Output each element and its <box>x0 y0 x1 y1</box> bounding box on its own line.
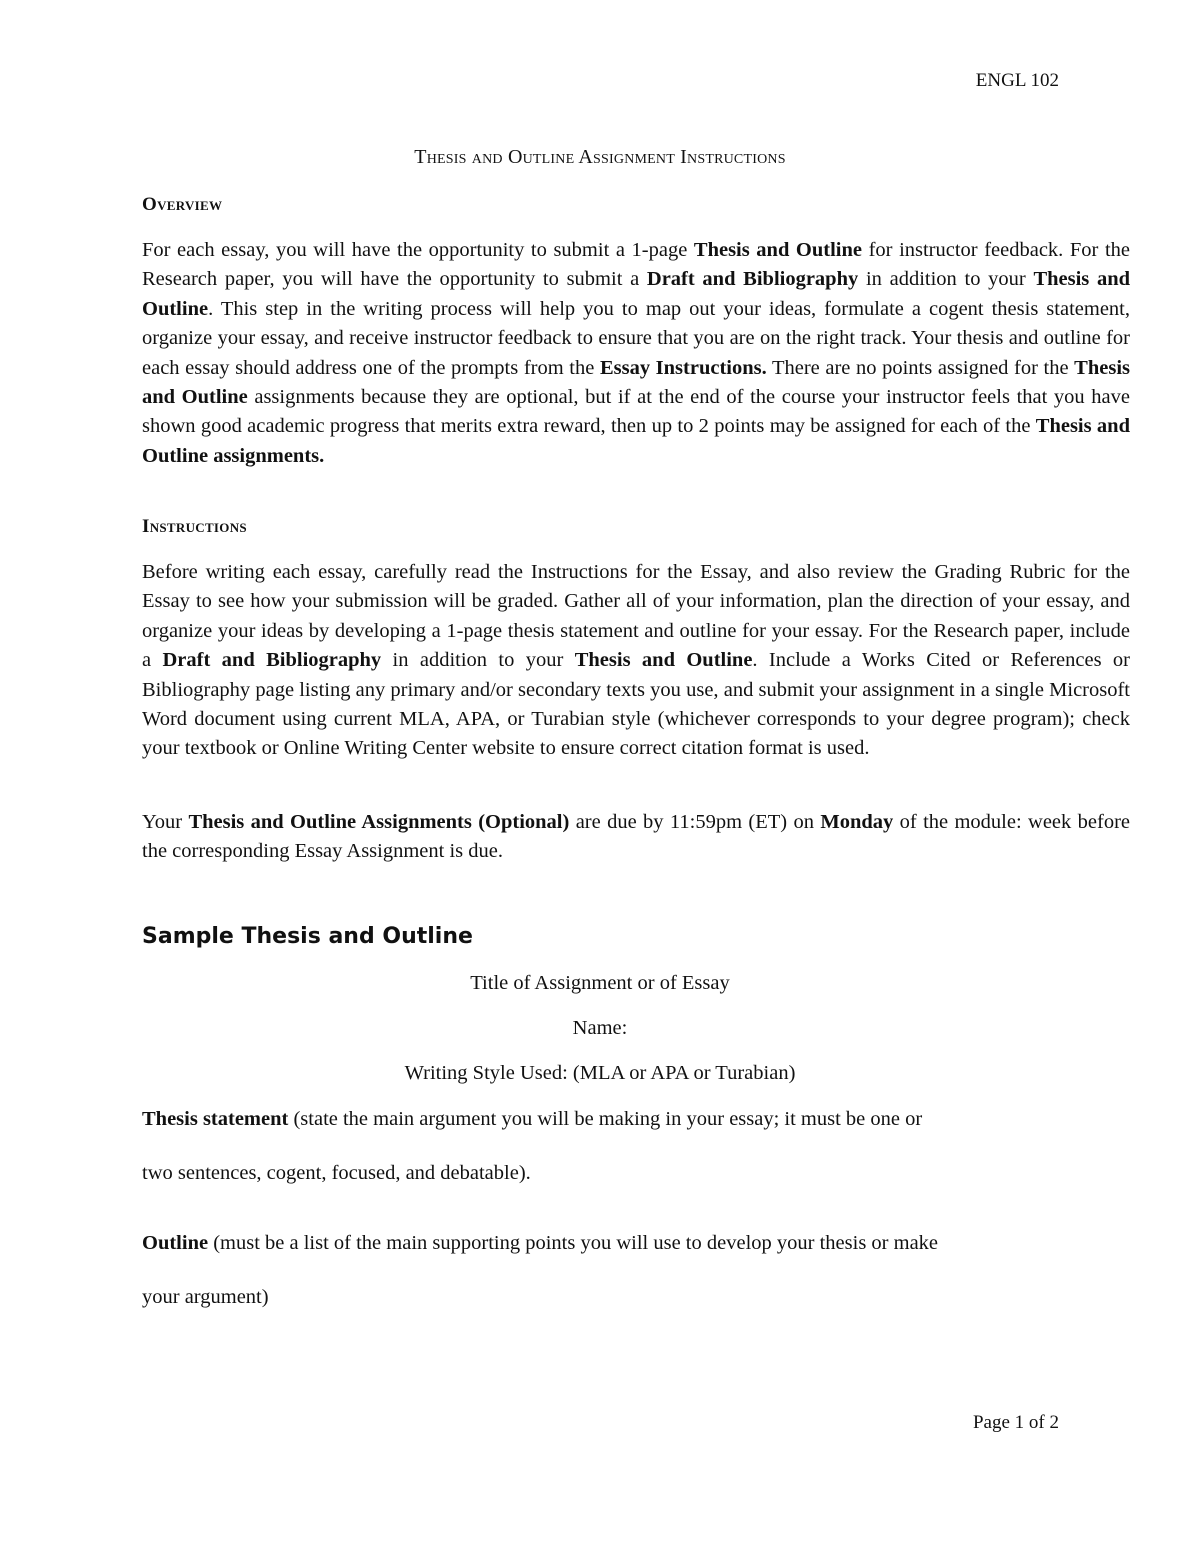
instructions-heading: Instructions <box>142 516 247 537</box>
instructions-paragraph: Before writing each essay, carefully read the Instructions for the Essay, and also review the Grading Rubric for the Essay to see how your submission will be graded. Gather all of your information, plan the direction of your essay, and organize your ideas by developing a 1-page thesis statement and outline for your essay. For the Research paper, include a Draft and Bibliography in addition to your Thesis and Outline. Include a Works Cited or References or Bibliography page listing any primary and/or secondary texts you use, and submit your assignment in a single Microsoft Word document using current MLA, APA, or Turabian style (whichever corresponds to your degree program); check your textbook or Online Writing Center website to ensure correct citation format is used. <box>142 561 1131 760</box>
overview-heading: Overview <box>142 194 223 215</box>
sample-heading: Sample Thesis and Outline <box>142 924 473 949</box>
page-number: Page 1 of 2 <box>972 1412 1059 1433</box>
header-course-code: ENGL 102 <box>975 70 1059 91</box>
thesis-statement-line-2: two sentences, cogent, focused, and debatable). <box>142 1162 531 1184</box>
sample-style-line: Writing Style Used: (MLA or APA or Turabian) <box>404 1062 796 1084</box>
due-date-paragraph: Your Thesis and Outline Assignments (Optional) are due by 11:59pm (ET) on Monday of the module: week before the corresponding Essay Assignment is due. <box>142 811 1131 863</box>
sample-name-line: Name: <box>572 1017 628 1039</box>
outline-line: Outline (must be a list of the main supporting points you will use to develop your thesis or make <box>142 1232 939 1254</box>
outline-line-2: your argument) <box>142 1286 269 1308</box>
sample-title-line: Title of Assignment or of Essay <box>470 972 730 994</box>
thesis-statement-line: Thesis statement (state the main argument you will be making in your essay; it must be one or <box>142 1108 923 1130</box>
document-title: Thesis and Outline Assignment Instructions <box>414 146 786 168</box>
overview-paragraph: For each essay, you will have the opportunity to submit a 1-page Thesis and Outline for instructor feedback. For the Research paper, you will have the opportunity to submit a Draft and Bibliography in addition to your Thesis and Outline. This step in the writing process will help you to map out your ideas, formulate a cogent thesis statement, organize your essay, and receive instructor feedback to ensure that you are on the right track. Your thesis and outline for each essay should address one of the prompts from the Essay Instructions. There are no points assigned for the Thesis and Outline assignments because they are optional, but if at the end of the course your instructor feels that you have shown good academic progress that merits extra reward, then up to 2 points may be assigned for each of the Thesis and Outline assignments. <box>142 239 1131 467</box>
